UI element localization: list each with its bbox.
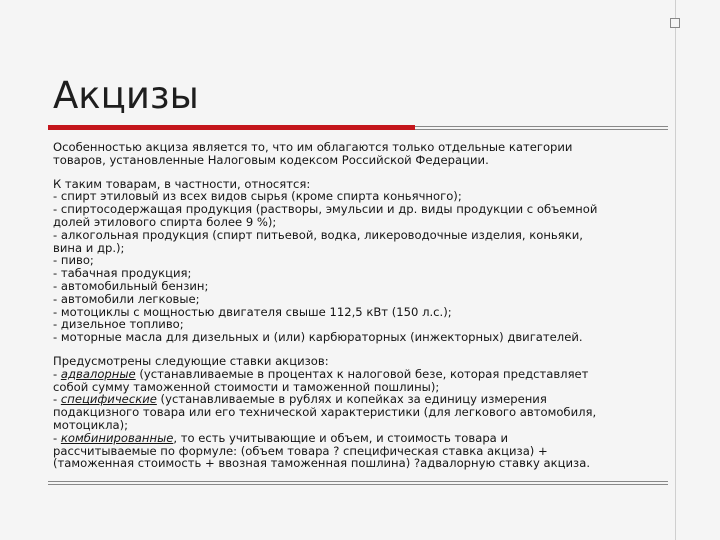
title-rule xyxy=(415,126,668,127)
paragraph-goods-list xyxy=(53,178,665,344)
rate-description: (устанавливаемые в процентах к налоговой безе, которая представляет xyxy=(135,366,589,381)
paragraph-rates xyxy=(53,355,665,470)
rate-description: (устанавливаемые в рублях и копейках за единицу измерения xyxy=(156,392,547,407)
list-item: - мотоциклы с мощностью двигателя свыше 112,5 кВт (150 л.с.); xyxy=(53,304,452,319)
rate-item-continuation: собой сумму таможенной стоимости и таможенной пошлины); xyxy=(53,379,440,394)
text-line: Особенностью акциза является то, что им облагаются только отдельные категории xyxy=(53,140,573,154)
vertical-divider xyxy=(675,0,676,540)
corner-square-icon xyxy=(670,18,680,28)
bullet-dash: - xyxy=(53,392,61,407)
rate-item-combined xyxy=(53,432,665,445)
list-item-continuation: вина и др.); xyxy=(53,240,125,255)
list-item: - моторные масла для дизельных и (или) карбюраторных (инжекторных) двигателей. xyxy=(53,330,583,345)
list-item: - спирт этиловый из всех видов сырья (кроме спирта коньячного); xyxy=(53,189,462,204)
text-line: товаров, установленные Налоговым кодексом Российской Федерации. xyxy=(53,152,489,167)
rate-item-continuation: рассчитываемые по формуле: (объем товара ? специфическая ставка акциза) + xyxy=(53,443,548,458)
title-rule-secondary xyxy=(415,129,668,130)
footer-rule xyxy=(48,481,668,482)
bullet-dash: - xyxy=(53,366,61,381)
title-accent-bar xyxy=(48,125,415,130)
list-item: - пиво; xyxy=(53,253,94,268)
paragraph-intro xyxy=(53,141,665,167)
list-item: - дизельное топливо; xyxy=(53,317,184,332)
list-item: - автомобили легковые; xyxy=(53,291,200,306)
slide-title: Акцизы xyxy=(53,74,199,117)
list-item: - спиртосодержащая продукция (растворы, эмульсии и др. виды продукции с объемной xyxy=(53,202,598,217)
slide-body xyxy=(53,141,665,481)
list-item-continuation: долей этилового спирта более 9 %); xyxy=(53,214,277,229)
rate-item-continuation: подакцизного товара или его технической характеристики (для легкового автомобиля, xyxy=(53,405,597,420)
rate-term: адвалорные xyxy=(60,366,136,381)
rate-item-continuation: мотоцикла); xyxy=(53,417,129,432)
rate-description: , то есть учитывающие и объем, и стоимость товара и xyxy=(173,430,508,445)
list-item: - табачная продукция; xyxy=(53,266,192,281)
list-item: - алкогольная продукция (спирт питьевой, водка, ликероводочные изделия, коньяки, xyxy=(53,227,583,242)
rate-term: комбинированные xyxy=(60,430,174,445)
footer-rule-secondary xyxy=(48,484,668,485)
rate-item-ad-valorem xyxy=(53,368,665,381)
rates-heading: Предусмотрены следующие ставки акцизов: xyxy=(53,353,329,368)
bullet-dash: - xyxy=(53,430,61,445)
list-heading: К таким товарам, в частности, относятся: xyxy=(53,176,311,191)
rate-term: специфические xyxy=(60,392,157,407)
rate-item-continuation: (таможенная стоимость + ввозная таможенная пошлина) ?адвалорную ставку акциза. xyxy=(53,456,591,471)
list-item: - автомобильный бензин; xyxy=(53,278,209,293)
